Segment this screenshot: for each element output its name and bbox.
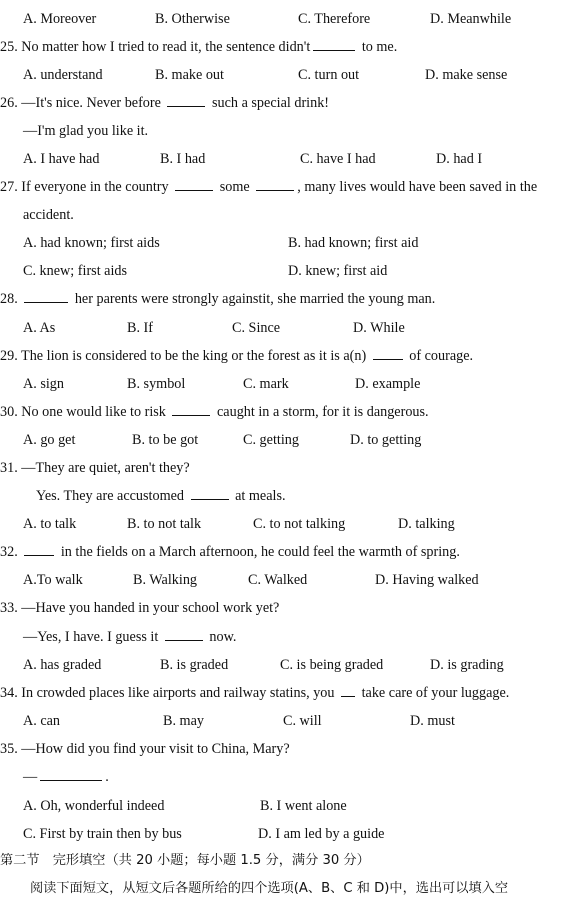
- answer-option: D. Having walked: [375, 572, 479, 588]
- question-text: to me.: [358, 39, 398, 55]
- question-text: 第二节 完形填空（共 20 小题；每小题 1.5 分，满分 30 分）: [0, 853, 370, 868]
- answer-blank: [40, 767, 102, 781]
- answer-option: D. knew; first aid: [288, 263, 388, 279]
- question-text: 28.: [0, 291, 22, 307]
- question-line: [0, 289, 579, 309]
- question-line: [0, 458, 579, 478]
- answer-option: A. understand: [23, 67, 103, 83]
- question-text: .: [105, 769, 109, 785]
- question-line: [0, 177, 579, 197]
- answer-option: D. talking: [398, 516, 455, 532]
- question-line: [0, 402, 579, 422]
- answer-option: C. is being graded: [280, 657, 384, 673]
- answer-option: B. to be got: [132, 432, 199, 448]
- answer-option: D. to getting: [350, 432, 422, 448]
- question-text: —: [23, 769, 38, 785]
- question-line: [0, 683, 579, 703]
- question-text: Yes. They are accustomed: [36, 488, 188, 504]
- question-text: such a special drink!: [208, 95, 330, 111]
- question-text: caught in a storm, for it is dangerous.: [213, 404, 429, 420]
- answer-option: B. Walking: [133, 572, 198, 588]
- answer-option: D. must: [410, 713, 455, 729]
- question-text: her parents were strongly againstit, she married the young man.: [71, 291, 436, 307]
- answer-option: A. Oh, wonderful indeed: [23, 798, 165, 814]
- answer-option: C. Therefore: [298, 11, 371, 27]
- answer-option: B. symbol: [127, 376, 186, 392]
- section-text: [0, 851, 579, 871]
- question-text: 31. —They are quiet, aren't they?: [0, 460, 190, 476]
- answer-option: B. to not talk: [127, 516, 202, 532]
- answer-option: C. Walked: [248, 572, 308, 588]
- answer-option: C. to not talking: [253, 516, 346, 532]
- answer-option: A. had known; first aids: [23, 235, 160, 251]
- question-text: of courage.: [405, 348, 474, 364]
- question-text: 25. No matter how I tried to read it, the sentence didn't: [0, 39, 311, 55]
- question-text: 34. In crowded places like airports and railway statins, you: [0, 685, 339, 701]
- question-line: [23, 121, 579, 141]
- question-text: , many lives would have been saved in the: [297, 179, 538, 195]
- answer-blank: [256, 177, 294, 191]
- answer-option: B. I went alone: [260, 798, 347, 814]
- answer-option: A. can: [23, 713, 61, 729]
- answer-option: D. example: [355, 376, 421, 392]
- question-text: 阅读下面短文，从短文后各题所给的四个选项(A、B、C 和 D)中，选出可以填入空: [30, 881, 509, 896]
- answer-blank: [24, 289, 68, 303]
- answer-blank: [167, 93, 205, 107]
- answer-option: A. go get: [23, 432, 76, 448]
- question-text: at meals.: [231, 488, 286, 504]
- answer-option: C. knew; first aids: [23, 263, 128, 279]
- answer-option: A. sign: [23, 376, 64, 392]
- question-line: [23, 767, 579, 787]
- answer-option: D. had I: [436, 151, 483, 167]
- answer-option: D. While: [353, 320, 405, 336]
- question-line: [0, 739, 579, 759]
- answer-option: B. make out: [155, 67, 224, 83]
- question-line: [36, 486, 579, 506]
- section-text: [30, 879, 579, 899]
- answer-option: C. First by train then by bus: [23, 826, 182, 842]
- question-line: [23, 205, 579, 225]
- answer-option: B. had known; first aid: [288, 235, 419, 251]
- question-text: 32.: [0, 544, 22, 560]
- question-line: [0, 542, 579, 562]
- answer-option: C. will: [283, 713, 322, 729]
- answer-option: C. mark: [243, 376, 289, 392]
- answer-blank: [373, 346, 403, 360]
- question-line: [23, 627, 579, 647]
- question-text: now.: [205, 629, 237, 645]
- question-line: [0, 93, 579, 113]
- question-text: —Yes, I have. I guess it: [23, 629, 162, 645]
- answer-blank: [191, 486, 229, 500]
- question-text: 30. No one would like to risk: [0, 404, 170, 420]
- answer-blank: [175, 177, 213, 191]
- answer-option: B. I had: [160, 151, 206, 167]
- answer-blank: [341, 683, 355, 697]
- answer-option: A. to talk: [23, 516, 77, 532]
- question-text: in the fields on a March afternoon, he could feel the warmth of spring.: [57, 544, 460, 560]
- question-text: 26. —It's nice. Never before: [0, 95, 165, 111]
- answer-option: C. getting: [243, 432, 299, 448]
- question-text: some: [216, 179, 254, 195]
- question-text: 29. The lion is considered to be the king or the forest as it is a(n): [0, 348, 370, 364]
- answer-option: D. make sense: [425, 67, 508, 83]
- question-text: 35. —How did you find your visit to China, Mary?: [0, 741, 290, 757]
- answer-option: A.To walk: [23, 572, 83, 588]
- question-text: —I'm glad you like it.: [23, 123, 149, 139]
- answer-blank: [165, 627, 203, 641]
- answer-option: D. is grading: [430, 657, 504, 673]
- answer-option: D. I am led by a guide: [258, 826, 385, 842]
- answer-option: A. Moreover: [23, 11, 97, 27]
- question-line: [0, 598, 579, 618]
- answer-option: C. turn out: [298, 67, 360, 83]
- question-text: take care of your luggage.: [358, 685, 510, 701]
- question-line: [0, 37, 579, 57]
- answer-option: B. If: [127, 320, 154, 336]
- answer-option: A. I have had: [23, 151, 100, 167]
- answer-option: C. Since: [232, 320, 281, 336]
- answer-option: C. have I had: [300, 151, 376, 167]
- answer-option: A. As: [23, 320, 56, 336]
- question-text: 27. If everyone in the country: [0, 179, 173, 195]
- question-line: [0, 346, 579, 366]
- answer-option: B. may: [163, 713, 204, 729]
- answer-option: B. is graded: [160, 657, 229, 673]
- answer-blank: [172, 402, 210, 416]
- question-text: 33. —Have you handed in your school work yet?: [0, 600, 280, 616]
- answer-blank: [24, 542, 54, 556]
- question-text: accident.: [23, 207, 74, 223]
- answer-option: D. Meanwhile: [430, 11, 512, 27]
- answer-blank: [313, 37, 355, 51]
- answer-option: B. Otherwise: [155, 11, 230, 27]
- answer-option: A. has graded: [23, 657, 102, 673]
